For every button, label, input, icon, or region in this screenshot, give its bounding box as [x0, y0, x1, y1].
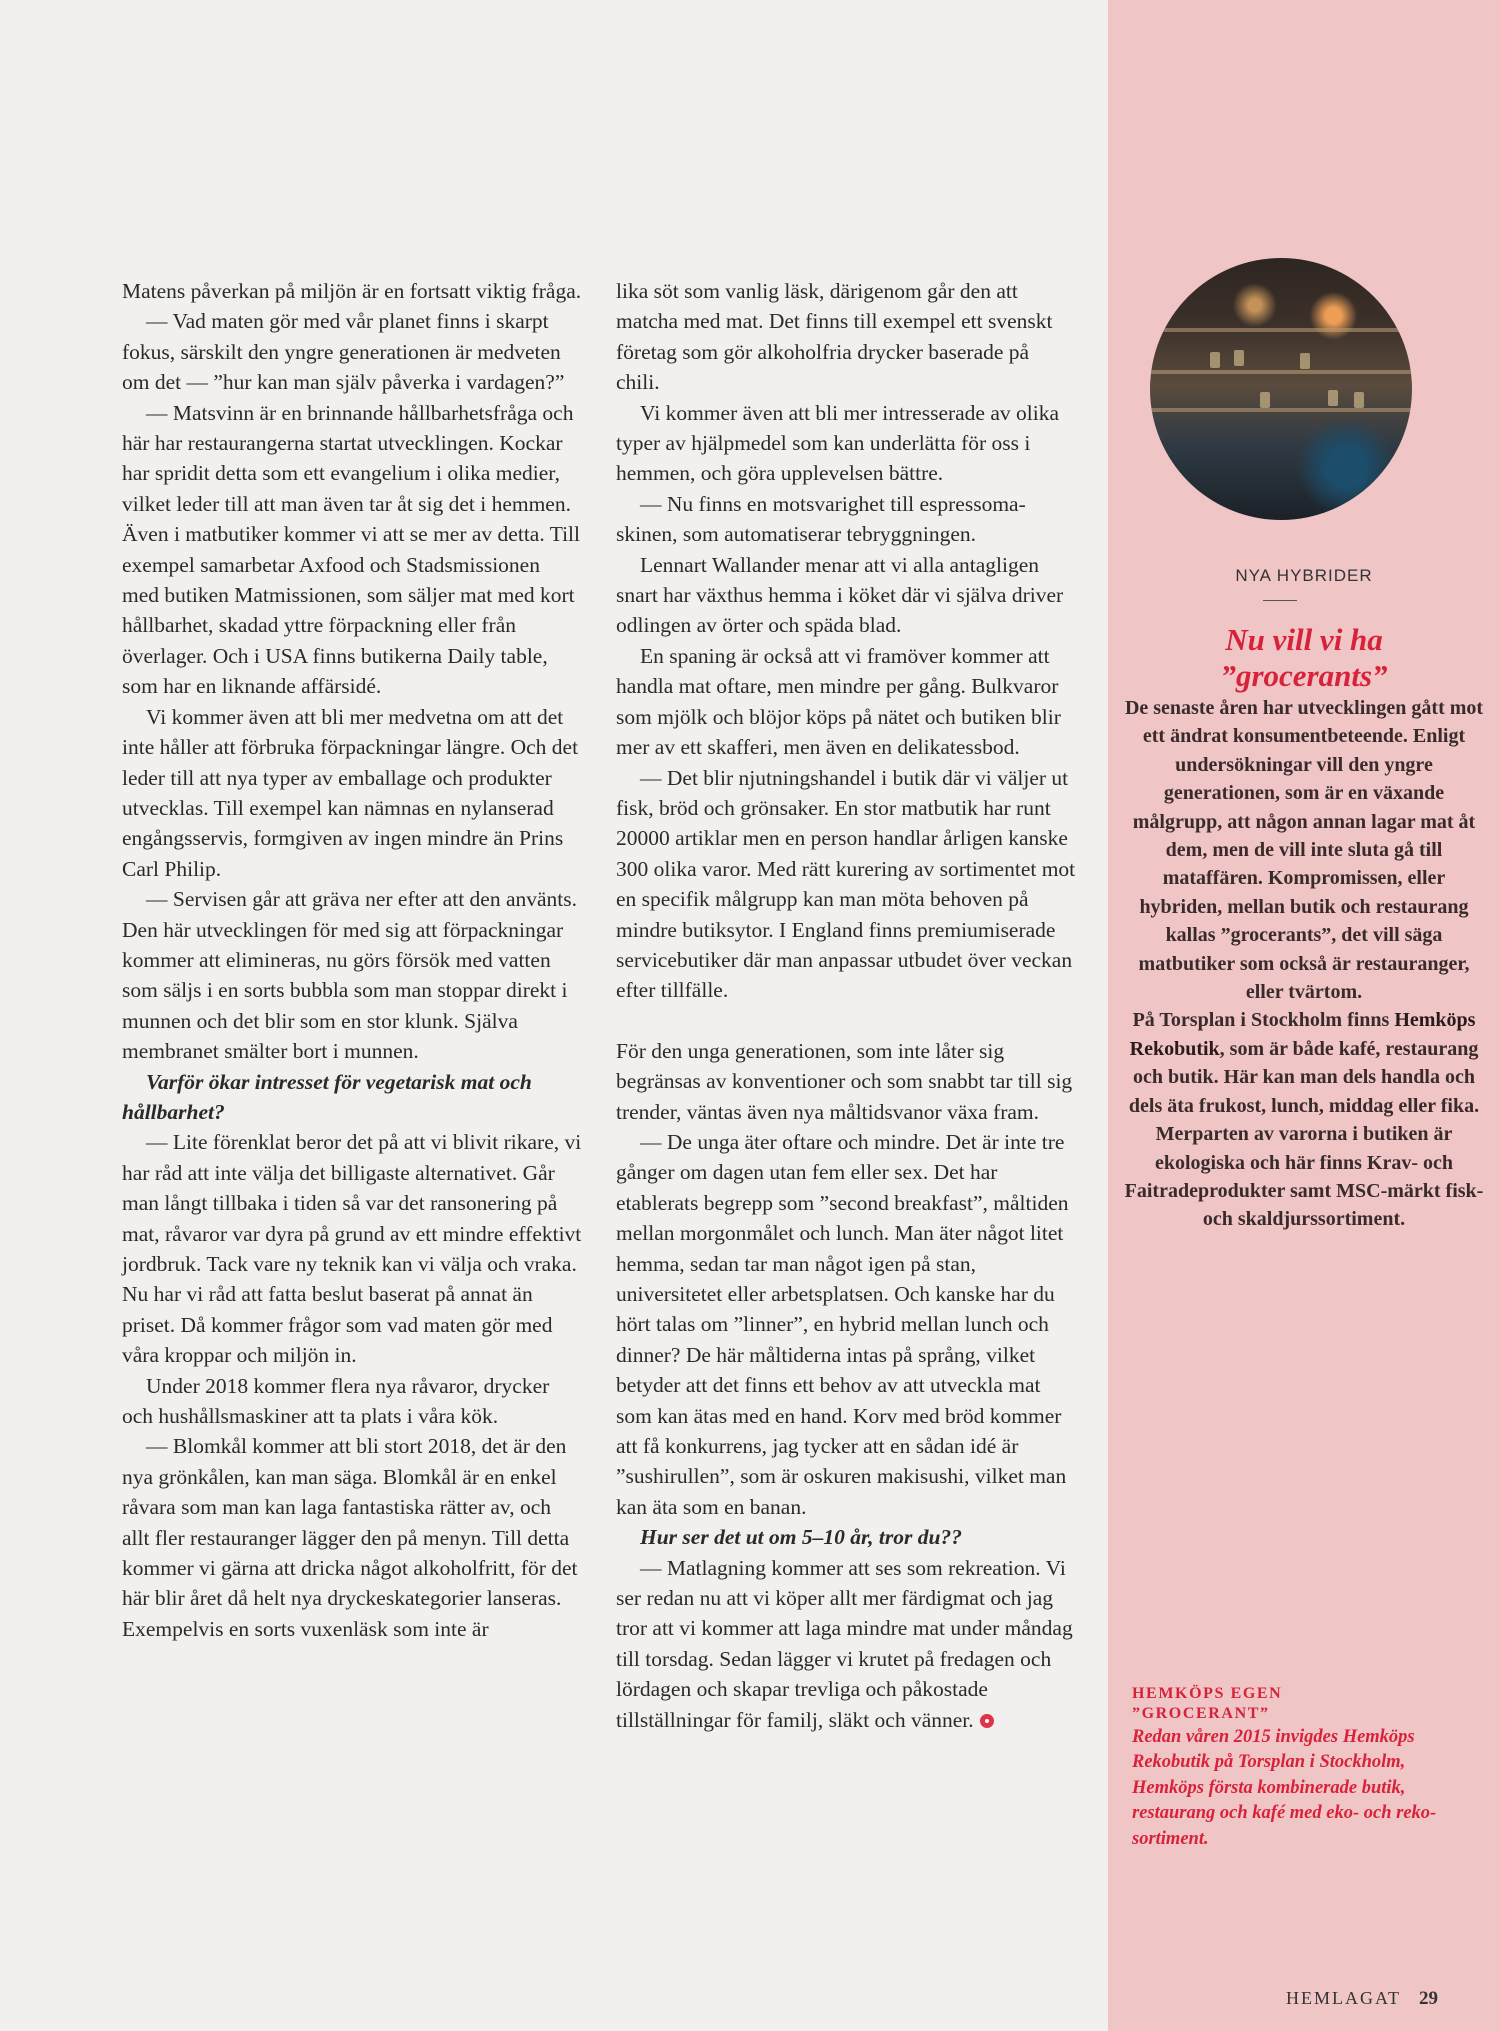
article-column-1: [122, 276, 582, 1644]
store-photo: [1150, 258, 1412, 520]
paragraph: För den unga generationen, som inte låter sig begränsas av konventioner och som snabbt tar till sig trender, väntas även nya måltidsvanor växa fram.: [616, 1038, 1073, 1124]
interview-question: Varför ökar intresset för vegetarisk mat och hållbarhet?: [122, 1069, 532, 1124]
paragraph: — Lite förenklat beror det på att vi blivit rikare, vi har råd att inte välja det billigaste alternativet. Går man långt tillbaka i tiden så var det ransonering på mat, råvaror var dyra på grund av ett mindre effektivt jordbruk. Tack vare ny teknik kan vi välja och vraka. Nu har vi råd att fatta beslut baserat på annat än priset. Då kommer frågor som vad maten gör med våra kroppar och miljön in.: [122, 1130, 582, 1368]
sidebar-paragraph: [1120, 1006, 1488, 1233]
paragraph: lika söt som vanlig läsk, därigenom går den att matcha med mat. Det finns till exempel ett svenskt företag som gör alkoholfria drycker baserade på chili.: [616, 279, 1053, 395]
sidebar-title: [1108, 622, 1500, 694]
interview-question: Hur ser det ut om 5–10 år, tror du??: [640, 1525, 962, 1550]
paragraph: En spaning är också att vi framöver kommer att handla mat oftare, men mindre per gång. Bulkvaror som mjölk och blöjor köps på nätet och butiken blir mer av ett skafferi, men även en delikatessbod.: [616, 643, 1061, 760]
paragraph: Under 2018 kommer flera nya råvaror, drycker och hushållsmaskiner att ta plats i våra kök.: [122, 1373, 550, 1429]
paragraph: Matens påverkan på miljön är en fortsatt viktig fråga.: [122, 279, 582, 303]
sidebar-label: NYA HYBRIDER: [1235, 566, 1373, 585]
factbox-paragraph: Redan våren 2015 invigdes Hemköps Rekobutik på Torsplan i Stockholm, Hemköps första kombinerade butik, restaurang och kafé med eko- och rekosortiment.: [1132, 1727, 1437, 1849]
end-mark-icon: [980, 1714, 994, 1728]
paragraph: — Nu finns en motsvarighet till espressomaskinen, som automatiserar tebryggningen.: [616, 491, 1026, 547]
paragraph-text: — Matlagning kommer att ses som rekreation. Vi ser redan nu att vi köper allt mer färdigmat och jag tror att vi kommer att laga mindre mat under måndag till torsdag. Sedan lägger vi krutet på fredagen och lördagen och skapar trevliga och påkostade tillställningar för familj, släkt och vänner.: [616, 1555, 1073, 1732]
paragraph: — Blomkål kommer att bli stort 2018, det är den nya grönkålen, kan man säga. Blomkål är en enkel råvara som man kan laga fantastiska rätter av, och allt fler restauranger lägger den på menyn. Till detta kommer vi gärna att dricka något alkoholfritt, för det här blir året då helt nya dryckeskategorier lanseras. Exempelvis en sorts vuxenläsk som inte är: [122, 1434, 578, 1641]
paragraph: — De unga äter oftare och mindre. Det är inte tre gånger om dagen utan fem eller sex. Det har etablerats begrepp som ”second breakfast”, måltiden mellan morgonmålet och lunch. Man äter något litet hemma, sedan tar man något igen på stan, universitetet eller arbetsplatsen. Och kanske har du hört talas om ”linner”, en hybrid mellan lunch och dinner? De här måltiderna intas på språng, vilket betyder att det finns ett behov av att utveckla mat som kan ätas med en hand. Korv med bröd kommer att få konkurrens, jag tycker att en sådan idé är ”sushirullen”, som är oskuren makisushi, vilket man kan äta som en banan.: [616, 1129, 1069, 1519]
sidebar-title-line: ”grocerants”: [1220, 658, 1388, 693]
sidebar-divider: [1263, 600, 1297, 601]
paragraph: Vi kommer även att bli mer medvetna om att det inte håller att förbruka förpackningar längre. Och det leder till att nya typer av emballage och produkter utvecklas. Till exempel kan nämnas en nylanserad engångsservis, formgiven av ingen mindre än Prins Carl Philip.: [122, 704, 579, 881]
factbox-heading-line: ”GROCERANT”: [1132, 1705, 1270, 1722]
sidebar-body: [1120, 694, 1488, 1234]
paragraph: — Det blir njutningshandel i butik där vi väljer ut fisk, bröd och grönsaker. En stor matbutik har runt 20000 artiklar men en person handlar årligen kanske 300 olika varor. Med rätt kurering av sortimentet mot en specifik målgrupp kan man möta behoven på mindre butiksytor. I England finns premiumiserade servicebutiker där man anpassar utbudet över veckan efter tillfälle.: [616, 765, 1076, 1003]
factbox-heading: [1132, 1684, 1452, 1724]
sidebar-text: , som är både kafé, restaurang och butik. Här kan man dels handla och dels äta frukost, lunch, middag eller fika. Merparten av varorna i butiken är ekologiska och här finns Krav- och Faitradeprodukter samt MSC-märkt fisk- och skaldjurssortiment.: [1124, 1037, 1484, 1231]
sidebar-title-line: Nu vill vi ha: [1225, 622, 1383, 657]
paragraph-last: [616, 1553, 1076, 1735]
paragraph: — Servisen går att gräva ner efter att den använts. Den här utvecklingen för med sig att förpackningar kommer att elimineras, nu görs försök med vatten som säljs i en sorts bubbla som man stoppar direkt i munnen och det blir som en stor klunk. Själva membranet smälter bort i munnen.: [122, 887, 578, 1064]
store-name: Hemköps Rekobutik: [1129, 1009, 1476, 1060]
paragraph: — Matsvinn är en brinnande hållbarhetsfråga och här har restaurangerna startat utvecklingen. Kockar har spridit detta som ett evangelium i olika medier, vilket leder till att man även tar åt sig det i hemmen. Även i matbutiker kommer vi att se mer av detta. Till exempel samarbetar Axfood och Stadsmissionen med butiken Matmissionen, som säljer mat med kort hållbarhet, skadad yttre förpackning eller från överlager. Och i USA finns butikerna Daily table, som har en liknande affärsidé.: [122, 400, 580, 699]
sidebar-text: På Torsplan i Stockholm finns: [1132, 1009, 1395, 1032]
page-number: 29: [1419, 1988, 1438, 2009]
factbox-text: [1132, 1725, 1472, 1852]
paragraph: — Vad maten gör med vår planet finns i skarpt fokus, särskilt den yngre generationen är medveten om det — ”hur kan man själv påverka i vardagen?”: [122, 309, 565, 395]
sidebar-paragraph: De senaste åren har utvecklingen gått mot ett ändrat konsumentbeteende. Enligt undersökningar vill den yngre generationen, som är en växande målgrupp, att någon annan lagar mat åt dem, men de vill inte sluta gå till mataffären. Kompromissen, eller hybriden, mellan butik och restaurang kallas ”grocerants”, det vill säga matbutiker som också är restauranger, eller tvärtom.: [1124, 697, 1484, 1004]
magazine-name: HEMLAGAT: [1286, 1988, 1401, 2008]
article-column-2: [616, 276, 1076, 1735]
factbox-heading-line: HEMKÖPS EGEN: [1132, 1685, 1283, 1702]
paragraph: Lennart Wallander menar att vi alla antagligen snart har växthus hemma i köket där vi själva driver odlingen av örter och späda blad.: [616, 552, 1064, 638]
page-footer: [1286, 1988, 1438, 2010]
paragraph: Vi kommer även att bli mer intresserade av olika typer av hjälpmedel som kan underlätta för oss i hemmen, och göra upplevelsen bättre.: [616, 400, 1060, 486]
